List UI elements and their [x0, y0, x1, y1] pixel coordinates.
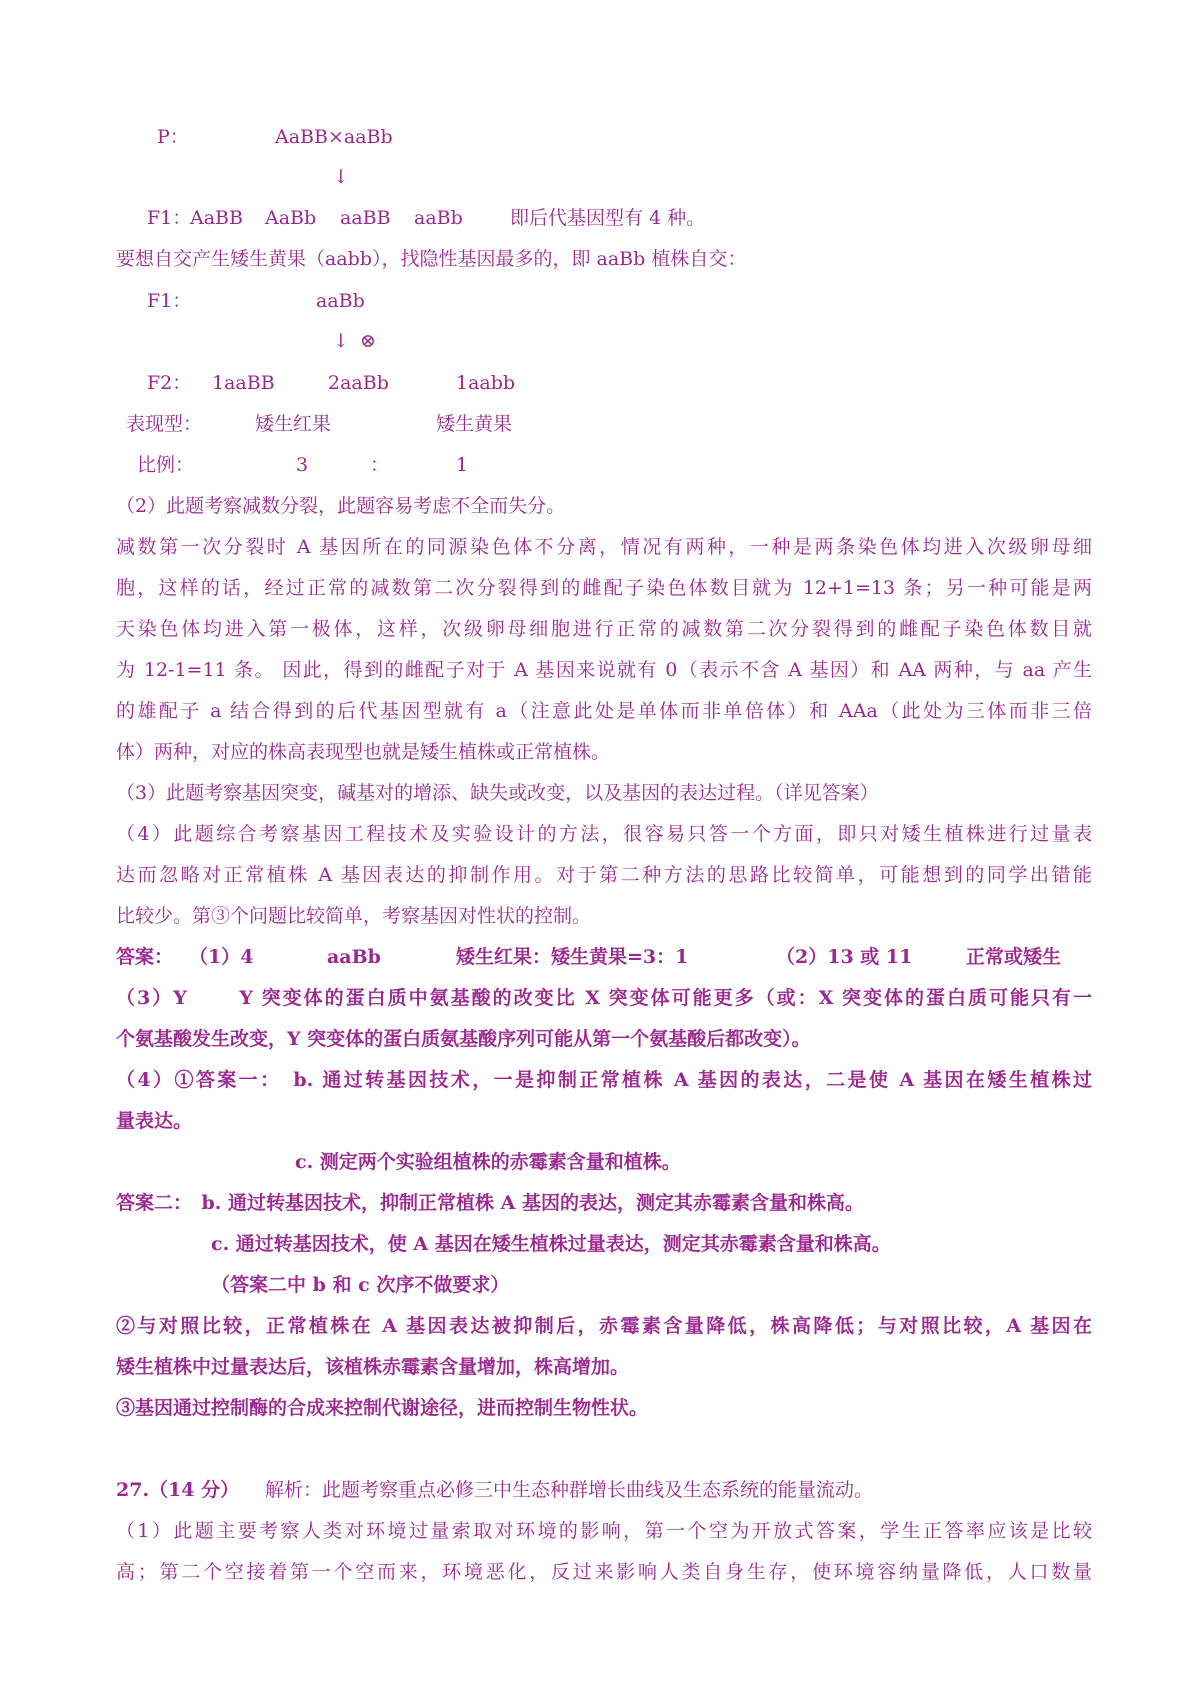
paragraph-line: 的雄配子 a 结合得到的后代基因型就有 a（注意此处是单体而非单倍体）和 AAa（此处为三体而非三倍 — [116, 700, 1092, 722]
paragraph-line: 高；第二个空接着第一个空而来，环境恶化，反过来影响人类自身生存，使环境容纳量降低，人口数量 — [116, 1561, 1092, 1583]
f1-label: F1： — [147, 207, 192, 229]
answer-line: （4）①答案一： b. 通过转基因技术，一是抑制正常植株 A 基因的表达，二是使 A 基因在矮生植株过 — [116, 1069, 1092, 1091]
answer-line: 答案二： b. 通过转基因技术，抑制正常植株 A 基因的表达，测定其赤霉素含量和株高。 — [116, 1192, 864, 1214]
paragraph-line: 比较少。第③个问题比较简单，考察基因对性状的控制。 — [116, 905, 592, 927]
f2-label: F2： — [147, 372, 192, 394]
self-cross-icon: ⊗ — [360, 330, 376, 352]
paragraph-line: 减数第一次分裂时 A 基因所在的同源染色体不分离，情况有两种，一种是两条染色体均进入次级卵母细 — [116, 536, 1092, 558]
p-cross: AaBB×aaBb — [275, 126, 393, 148]
ratio-value: 1 — [456, 454, 469, 476]
paragraph-line: 天染色体均进入第一极体，这样，次级卵母细胞进行正常的减数第二次分裂得到的雌配子染色体数目就 — [116, 618, 1092, 640]
q27-intro: 解析：此题考察重点必修三中生态种群增长曲线及生态系统的能量流动。 — [265, 1479, 874, 1501]
phenotype-label: 表现型： — [126, 413, 203, 435]
answer-part: aaBb — [327, 946, 381, 968]
answer-line: ②与对照比较，正常植株在 A 基因表达被抑制后，赤霉素含量降低，株高降低；与对照比较，A 基因在 — [116, 1315, 1092, 1337]
f2-genotype: 1aabb — [456, 372, 516, 394]
answer-line: （3）Y Y 突变体的蛋白质中氨基酸的改变比 X 突变体可能更多（或：X 突变体的蛋白质可能只有一 — [116, 987, 1092, 1009]
f1-label-2: F1： — [147, 290, 192, 312]
answer-label: 答案： — [116, 946, 174, 968]
p-label: P： — [157, 126, 189, 148]
paragraph-line: 为 12-1=11 条。 因此，得到的雌配子对于 A 基因来说就有 0（表示不含 A 基因）和 AA 两种，与 aa 产生 — [116, 659, 1092, 681]
answer-line: ③基因通过控制酶的合成来控制代谢途径，进而控制生物性状。 — [116, 1397, 649, 1419]
answer-line: c. 通过转基因技术，使 A 基因在矮生植株过量表达，测定其赤霉素含量和株高。 — [211, 1233, 891, 1255]
paragraph-line: 胞，这样的话，经过正常的减数第二次分裂得到的雌配子染色体数目就为 12+1=13 条；另一种可能是两 — [116, 577, 1092, 599]
answer-part: 正常或矮生 — [966, 946, 1062, 968]
phenotype: 矮生黄果 — [436, 413, 513, 435]
f1-genotype: AaBb — [265, 207, 317, 229]
down-arrow-icon: ↓ — [333, 330, 349, 352]
down-arrow-icon: ↓ — [333, 166, 349, 188]
answer-line: 量表达。 — [116, 1110, 193, 1132]
answer-line: 个氨基酸发生改变，Y 突变体的蛋白质氨基酸序列可能从第一个氨基酸后都改变）。 — [116, 1028, 811, 1050]
f2-genotype: 1aaBB — [212, 372, 275, 394]
selfing-intro: 要想自交产生矮生黄果（aabb），找隐性基因最多的，即 aaBb 植株自交： — [116, 248, 747, 270]
q27-heading: 27.（14 分） — [116, 1479, 240, 1501]
f1-genotype: AaBB — [190, 207, 243, 229]
f1-genotype: aaBB — [340, 207, 391, 229]
paragraph-line: （1）此题主要考察人类对环境过量索取对环境的影响，第一个空为开放式答案，学生正答率应该是比较 — [116, 1520, 1092, 1542]
answer-part: 矮生红果：矮生黄果=3：1 — [456, 946, 689, 968]
answer-part: （1）4 — [189, 946, 254, 968]
paragraph-line: （4）此题综合考察基因工程技术及实验设计的方法，很容易只答一个方面，即只对矮生植株进行过量表 — [116, 823, 1092, 845]
ratio-value: 3 — [296, 454, 309, 476]
q2-heading: （2）此题考察减数分裂，此题容易考虑不全而失分。 — [116, 495, 566, 517]
phenotype: 矮生红果 — [255, 413, 332, 435]
paragraph-line: 体）两种，对应的株高表现型也就是矮生植株或正常植株。 — [116, 741, 611, 763]
f1-note: 即后代基因型有 4 种。 — [510, 207, 706, 229]
answer-note: （答案二中 b 和 c 次序不做要求） — [211, 1274, 510, 1296]
answer-line: c. 测定两个实验组植株的赤霉素含量和植株。 — [295, 1151, 681, 1173]
ratio-label: 比例： — [137, 454, 195, 476]
f1-genotype: aaBb — [414, 207, 463, 229]
paragraph-line: 达而忽略对正常植株 A 基因表达的抑制作用。对于第二种方法的思路比较简单，可能想到的同学出错能 — [116, 864, 1092, 886]
answer-line: 矮生植株中过量表达后，该植株赤霉素含量增加，株高增加。 — [116, 1356, 630, 1378]
q3-analysis: （3）此题考察基因突变，碱基对的增添、缺失或改变，以及基因的表达过程。（详见答案） — [116, 782, 879, 804]
f2-genotype: 2aaBb — [328, 372, 389, 394]
f1-genotype-2: aaBb — [316, 290, 365, 312]
answer-part: （2）13 或 11 — [776, 946, 913, 968]
ratio-colon: ： — [370, 454, 390, 476]
